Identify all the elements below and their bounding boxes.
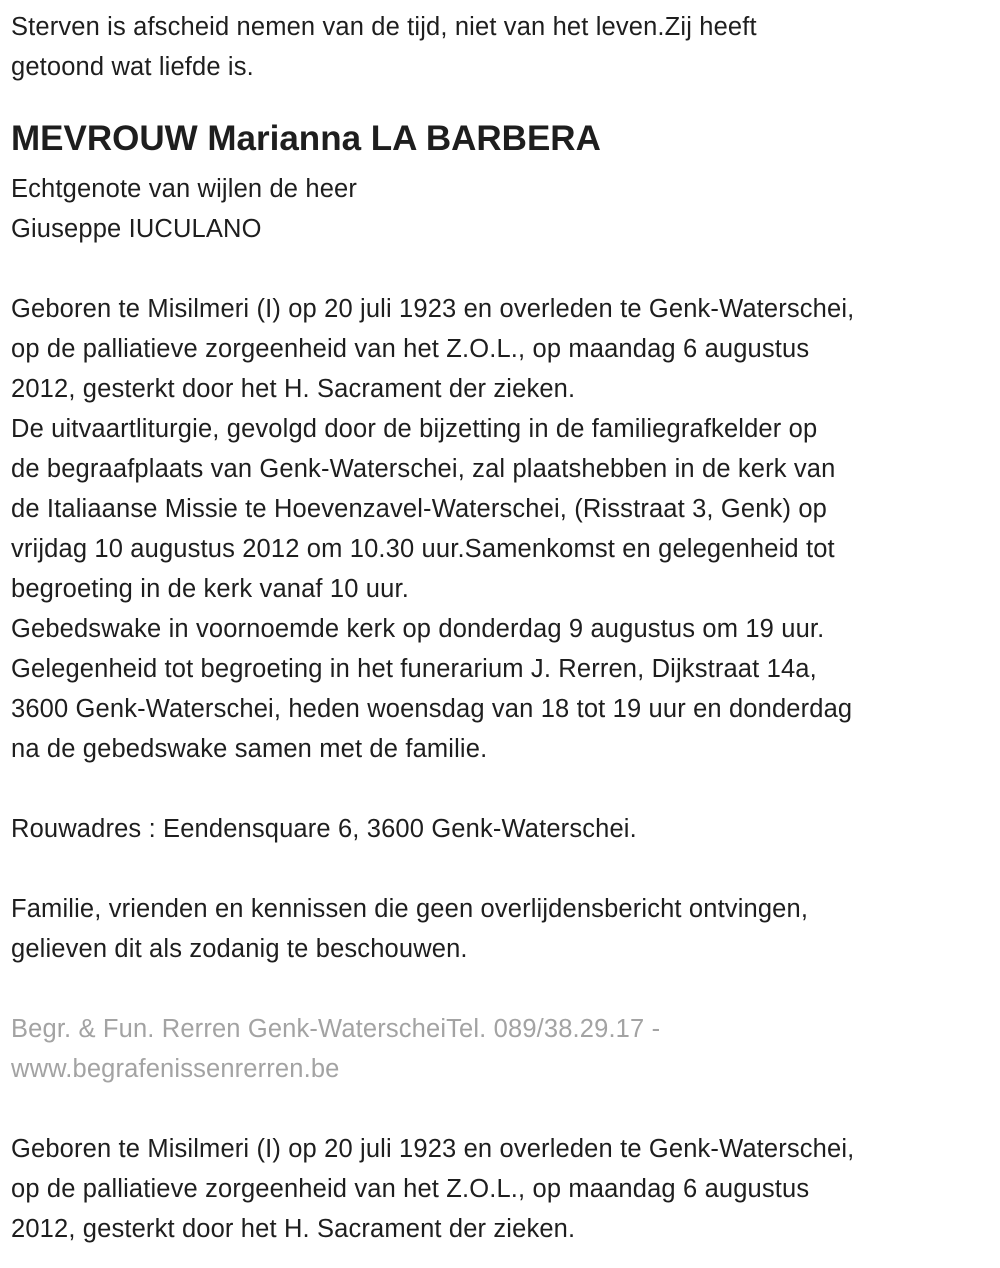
text-line: Gelegenheid tot begroeting in het funerarium J. Rerren, Dijkstraat 14a, xyxy=(11,655,817,683)
spouse-info xyxy=(11,169,1000,249)
obituary-body xyxy=(11,289,1000,769)
text-line: De uitvaartliturgie, gevolgd door de bijzetting in de familiegrafkelder op xyxy=(11,415,818,443)
notice xyxy=(11,889,1000,969)
text-line: Gebedswake in voornoemde kerk op donderdag 9 augustus om 19 uur. xyxy=(11,615,825,643)
text-line: getoond wat liefde is. xyxy=(11,53,254,81)
text-line: de Italiaanse Missie te Hoevenzavel-Waterschei, (Risstraat 3, Genk) op xyxy=(11,495,827,523)
obituary-document xyxy=(11,7,1000,1249)
text-line: na de gebedswake samen met de familie. xyxy=(11,735,488,763)
text-line: gelieven dit als zodanig te beschouwen. xyxy=(11,935,468,963)
text-line: 2012, gesterkt door het H. Sacrament der zieken. xyxy=(11,1215,576,1243)
text-line: Echtgenote van wijlen de heer xyxy=(11,175,357,203)
funeral-home-info xyxy=(11,1009,1000,1089)
obituary-body-repeat xyxy=(11,1129,1000,1249)
text-line: Begr. & Fun. Rerren Genk-WaterscheiTel. 089/38.29.17 - xyxy=(11,1015,661,1043)
text-line: Familie, vrienden en kennissen die geen overlijdensbericht ontvingen, xyxy=(11,895,809,923)
text-line: 3600 Genk-Waterschei, heden woensdag van 18 tot 19 uur en donderdag xyxy=(11,695,853,723)
text-line: Geboren te Misilmeri (I) op 20 juli 1923 en overleden te Genk-Waterschei, xyxy=(11,295,855,323)
funeral-home-website: www.begrafenissenrerren.be xyxy=(11,1055,340,1083)
text-line: 2012, gesterkt door het H. Sacrament der zieken. xyxy=(11,375,576,403)
mourning-address: Rouwadres : Eendensquare 6, 3600 Genk-Waterschei. xyxy=(11,815,637,843)
text-line: Sterven is afscheid nemen van de tijd, niet van het leven.Zij heeft xyxy=(11,13,757,41)
text-line: de begraafplaats van Genk-Waterschei, zal plaatshebben in de kerk van xyxy=(11,455,836,483)
text-line: vrijdag 10 augustus 2012 om 10.30 uur.Samenkomst en gelegenheid tot xyxy=(11,535,835,563)
text-line: Geboren te Misilmeri (I) op 20 juli 1923 en overleden te Genk-Waterschei, xyxy=(11,1135,855,1163)
intro-quote xyxy=(11,7,1000,87)
deceased-name: MEVROUW Marianna LA BARBERA xyxy=(11,119,601,158)
text-line: op de palliatieve zorgeenheid van het Z.O.L., op maandag 6 augustus xyxy=(11,335,810,363)
text-line: Giuseppe IUCULANO xyxy=(11,215,262,243)
text-line: begroeting in de kerk vanaf 10 uur. xyxy=(11,575,409,603)
text-line: op de palliatieve zorgeenheid van het Z.O.L., op maandag 6 augustus xyxy=(11,1175,810,1203)
